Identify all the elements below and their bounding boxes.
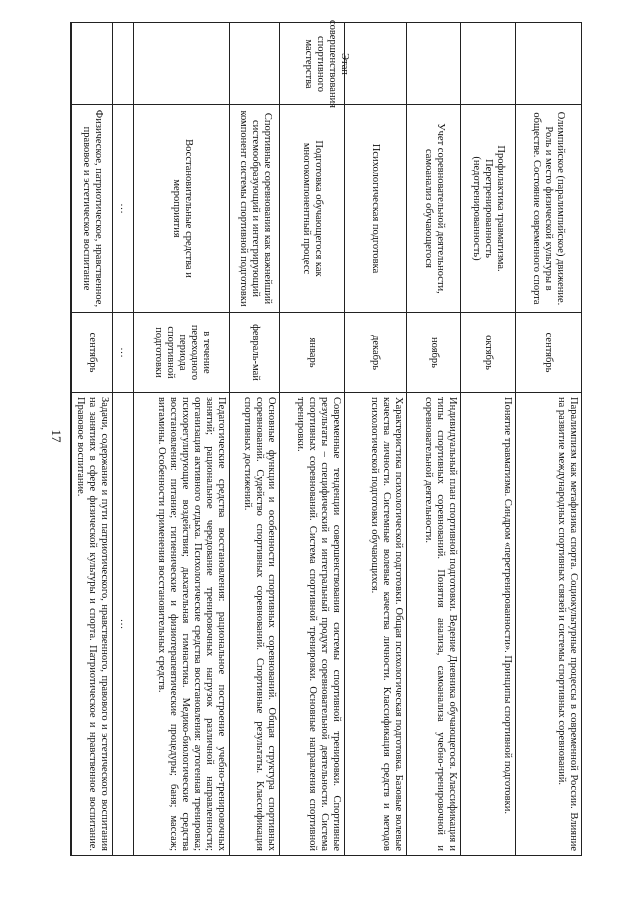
period-cell: октябрь xyxy=(461,313,514,393)
table-row xyxy=(71,23,112,855)
page-number: 17 xyxy=(49,429,64,443)
period-cell: январь xyxy=(280,313,343,393)
table-row xyxy=(344,23,406,855)
stage-cell xyxy=(407,23,460,105)
content-cell: Паралимпизм как метафизика спорта. Социокультурные процессы в современной России. Влияние на развитие международных спортивных связей и системы спортивных соревнований. xyxy=(556,397,579,851)
content-cell: Основные функции и особенности спортивных соревнований. Общая структура спортивных соревнований. Судейство спортивных соревнований. Спортивные результаты. Классификация спортивных достижений. xyxy=(242,397,278,851)
table-row xyxy=(460,23,514,855)
topic-cell: … xyxy=(113,105,133,313)
topic-cell: Психологическая подготовка xyxy=(345,105,406,313)
content-cell: Педагогические средства восстановления: рациональное построение учебно-тренировочных занятий; рациональное чередование тренировочных нагрузок различной направленности; организация активного отдыха. Психологические средства восстановления: аутогенная тренировка; психорегулирующие воздействия; дыхательная гимнастика. Медико-биологические средства восстановления: питание; гигиенические и физиотерапевтические процедуры; баня; массаж; витамины. Особенности применения восстановительных средств. xyxy=(155,397,227,851)
stage-cell xyxy=(280,23,343,105)
table-row xyxy=(515,23,581,855)
table-row xyxy=(406,23,460,855)
topic-cell: Олимпийское (паралимпийское) движение. Роль и место физической культуры в обществе. Состояние современного спорта xyxy=(516,105,581,313)
content-cell: Индивидуальный план спортивной подготовки. Ведение Дневника обучающегося. Классификация и типы спортивных соревнований. Понятия анализа, самоанализа учебно-тренировочной и соревновательной деятельности. xyxy=(423,397,459,851)
stage-cell xyxy=(345,23,406,105)
period-cell: в течение переходного периода спортивной подготовки xyxy=(134,313,228,393)
topic-cell: Профилактика травматизма. Перетренированность (недотренированность) xyxy=(461,105,514,313)
rotated-page xyxy=(70,22,582,856)
stage-cell xyxy=(72,23,112,105)
content-cell: … xyxy=(118,618,130,630)
curriculum-table xyxy=(70,22,582,856)
stage-cell xyxy=(230,23,280,105)
topic-cell: Физическое, патриотическое, нравственное, правовое и эстетическое воспитание xyxy=(72,105,112,313)
stage-cell xyxy=(113,23,133,105)
content-cell: Современные тенденции совершенствования системы спортивной тренировки. Спортивные результаты – специфический и интегральный продукт соревновательной деятельности. Система спортивных соревнований. Система спортивной тренировки. Основные направления спортивной тренировки. xyxy=(294,397,342,851)
period-cell: февраль-май xyxy=(230,313,280,393)
period-cell: сентябрь xyxy=(516,313,581,393)
table-row xyxy=(279,23,343,855)
period-cell: сентябрь xyxy=(72,313,112,393)
table-row xyxy=(133,23,228,855)
content-cell: Задачи, содержание и пути патриотического, нравственного, правового и эстетического воспитания на занятиях в сфере физической культуры и спорта. Патриотическое и нравственное воспитание. Правовое воспитание. xyxy=(75,397,111,851)
stage-label: Этап совершенствования спортивного мастерства xyxy=(303,20,350,109)
topic-cell: Восстановительные средства и мероприятия xyxy=(134,105,228,313)
stage-cell xyxy=(134,23,228,105)
period-cell: ноябрь xyxy=(407,313,460,393)
topic-cell: Учет соревновательной деятельности, самоанализ обучающегося xyxy=(407,105,460,313)
period-cell: декабрь xyxy=(345,313,406,393)
stage-cell xyxy=(516,23,581,105)
topic-cell: Подготовка обучающегося как многокомпонентный процесс xyxy=(280,105,343,313)
topic-cell: Спортивные соревнования как важнейший системообразующий и интегрирующий компонент системы спортивной подготовки xyxy=(230,105,280,313)
content-cell: Понятие травматизма. Синдром «перетренированности». Принципы спортивной подготовки. xyxy=(501,397,513,814)
stage-cell xyxy=(461,23,514,105)
period-cell: … xyxy=(113,313,133,393)
content-cell: Характеристика психологической подготовки. Общая психологическая подготовка. Базовые волевые качества личности. Системные волевые качества личности. Классификация средств и методов психологической подготовки обучающихся. xyxy=(368,397,404,851)
table-row xyxy=(112,23,133,855)
table-row xyxy=(229,23,280,855)
